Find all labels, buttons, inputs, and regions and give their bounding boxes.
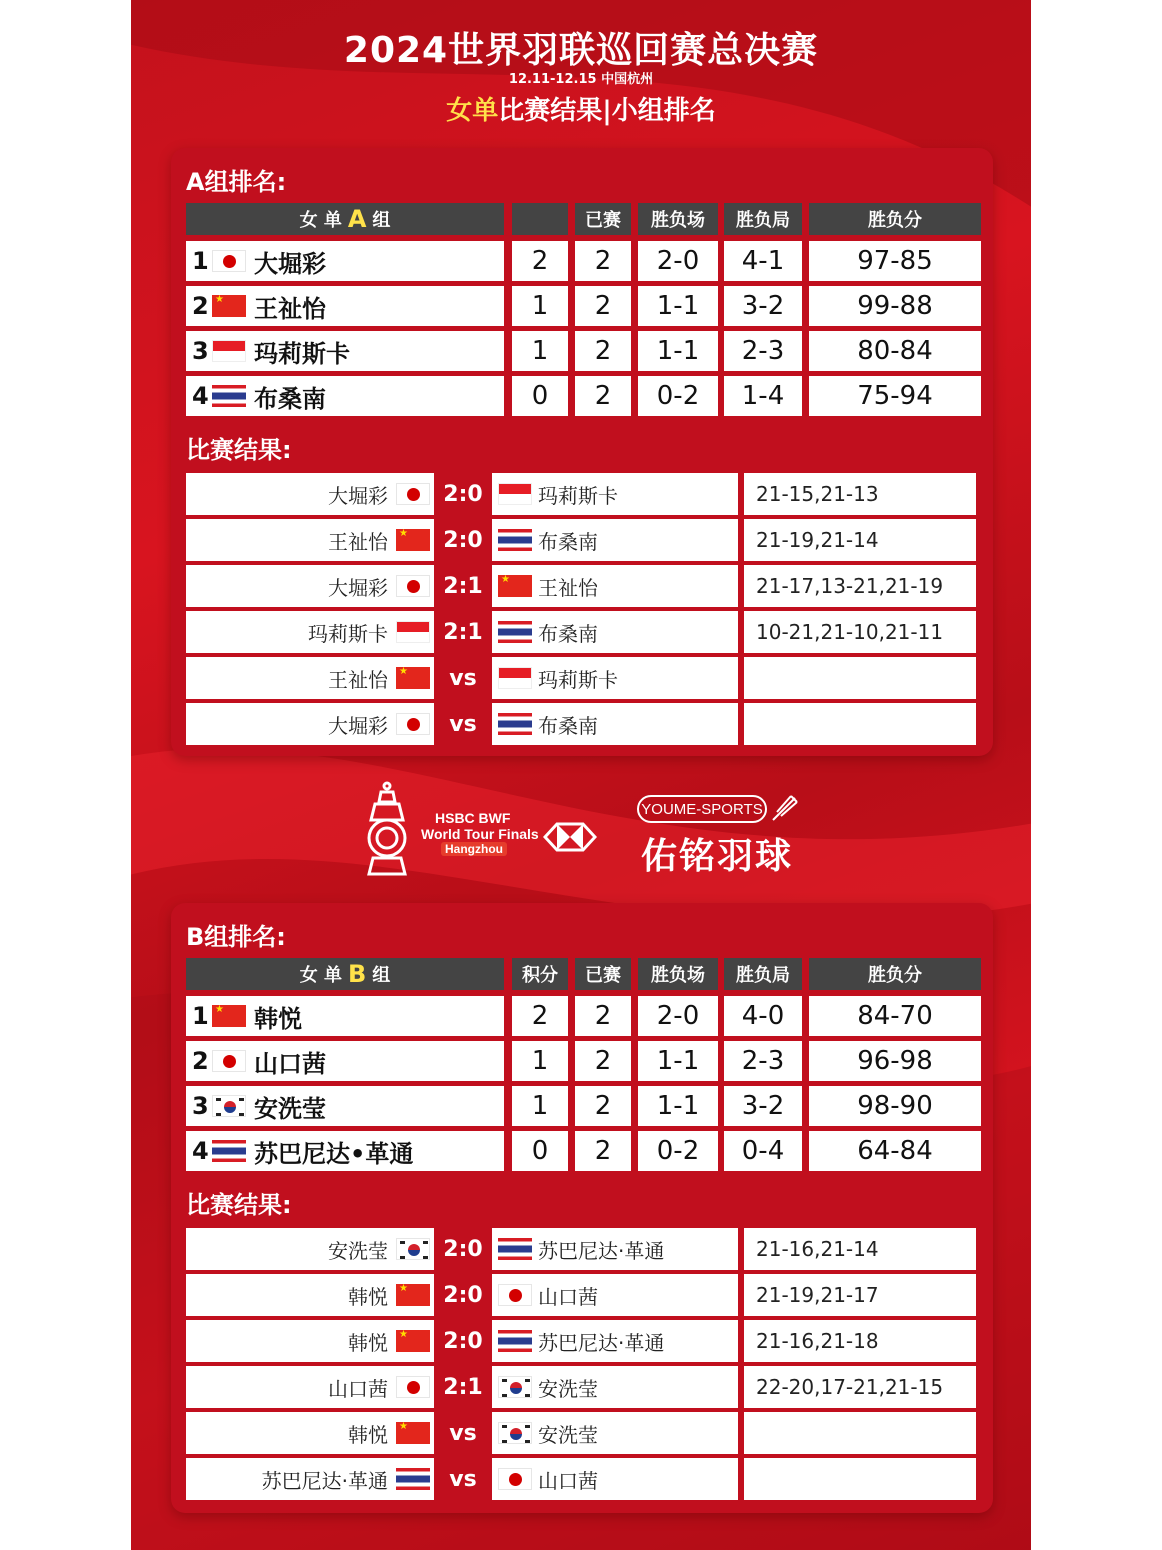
left-player [186, 657, 434, 699]
set-scores: 21-16,21-18 [744, 1320, 976, 1362]
left-player-name: 大堀彩 [328, 483, 388, 508]
header-group [186, 958, 504, 990]
flag-cn-icon [396, 1422, 430, 1444]
right-player [492, 473, 738, 515]
group-b-results-label: 比赛结果: [186, 1191, 292, 1219]
match-score: vs [449, 711, 477, 737]
player-cell [186, 996, 504, 1036]
flag-cn-icon [396, 1284, 430, 1306]
flag-jp-icon [396, 1376, 430, 1398]
header-group-suffix: 组 [372, 210, 391, 231]
set-scores [744, 657, 976, 699]
hsbc-hexagon-icon [543, 822, 597, 852]
set-scores: 10-21,21-10,21-11 [744, 611, 976, 653]
flag-th-icon [396, 1468, 430, 1490]
right-player [492, 1274, 738, 1316]
bwf-logo [359, 780, 599, 880]
left-player [186, 519, 434, 561]
result-row [186, 1458, 981, 1500]
header-group-suffix: 组 [372, 965, 391, 986]
cell-game-wl: 2-3 [724, 331, 802, 371]
subtitle-highlight: 女单 [446, 96, 499, 126]
cell-played: 2 [575, 376, 631, 416]
right-player-name: 山口茜 [538, 1468, 598, 1493]
flag-kr-icon [498, 1376, 532, 1398]
player-cell [186, 1131, 504, 1171]
right-player-name: 安洗莹 [538, 1422, 598, 1447]
cell-point-wl: 96-98 [809, 1041, 981, 1081]
left-player-name: 韩悦 [348, 1422, 388, 1447]
cell-game-wl: 2-3 [724, 1041, 802, 1081]
flag-id-icon [212, 340, 246, 362]
left-player [186, 1458, 434, 1500]
bwf-line3: Hangzhou [441, 842, 507, 856]
match-score: 2:1 [443, 573, 483, 599]
set-scores: 21-15,21-13 [744, 473, 976, 515]
flag-jp-icon [498, 1468, 532, 1490]
result-row [186, 1366, 981, 1408]
standings-row [186, 286, 981, 326]
right-player-name: 王祉怡 [538, 575, 598, 600]
left-player-name: 韩悦 [348, 1284, 388, 1309]
match-score: 2:1 [443, 1374, 483, 1400]
cell-point-wl: 80-84 [809, 331, 981, 371]
match-score: 2:0 [443, 1328, 483, 1354]
cell-point-wl: 75-94 [809, 376, 981, 416]
match-score: vs [449, 665, 477, 691]
cell-point-wl: 97-85 [809, 241, 981, 281]
player-name: 玛莉斯卡 [254, 339, 350, 368]
table-header [186, 958, 981, 998]
result-row [186, 1228, 981, 1270]
result-row [186, 703, 981, 745]
rank-number: 4 [192, 382, 209, 410]
flag-th-icon [498, 1330, 532, 1352]
cell-played: 2 [575, 1131, 631, 1171]
result-row [186, 565, 981, 607]
cell-points: 1 [512, 331, 568, 371]
flag-th-icon [498, 713, 532, 735]
group-a-panel [171, 148, 993, 756]
flag-kr-icon [212, 1095, 246, 1117]
cell-match-wl: 2-0 [638, 996, 718, 1036]
player-cell [186, 286, 504, 326]
rank-number: 3 [192, 337, 209, 365]
right-player [492, 657, 738, 699]
flag-jp-icon [396, 575, 430, 597]
cell-points: 2 [512, 241, 568, 281]
left-player-name: 大堀彩 [328, 713, 388, 738]
set-scores: 21-17,13-21,21-19 [744, 565, 976, 607]
result-row [186, 473, 981, 515]
subtitle-rest: 比赛结果|小组排名 [498, 96, 716, 126]
player-name: 王祉怡 [254, 294, 326, 323]
right-player [492, 703, 738, 745]
cell-played: 2 [575, 996, 631, 1036]
flag-kr-icon [396, 1238, 430, 1260]
header-game-wl: 胜负局 [724, 203, 802, 235]
left-player-name: 王祉怡 [328, 667, 388, 692]
cell-match-wl: 1-1 [638, 286, 718, 326]
right-player-name: 布桑南 [538, 621, 598, 646]
header-group [186, 203, 504, 235]
set-scores: 22-20,17-21,21-15 [744, 1366, 976, 1408]
right-player-name: 玛莉斯卡 [538, 483, 618, 508]
youme-cn-label: 佑铭羽球 [641, 836, 794, 877]
result-row [186, 611, 981, 653]
player-cell [186, 241, 504, 281]
left-player [186, 1228, 434, 1270]
header-group-letter: A [347, 205, 367, 233]
set-scores: 21-16,21-14 [744, 1228, 976, 1270]
left-player-name: 王祉怡 [328, 529, 388, 554]
flag-id-icon [396, 621, 430, 643]
header-played: 已赛 [575, 958, 631, 990]
cell-match-wl: 1-1 [638, 1041, 718, 1081]
cell-game-wl: 3-2 [724, 286, 802, 326]
bwf-line2: World Tour Finals [421, 826, 539, 842]
table-header [186, 203, 981, 243]
right-player-name: 布桑南 [538, 713, 598, 738]
header-group-prefix: 女 单 [299, 965, 342, 986]
rank-number: 2 [192, 292, 209, 320]
player-name: 布桑南 [254, 384, 326, 413]
cell-played: 2 [575, 241, 631, 281]
flag-cn-icon [396, 1330, 430, 1352]
group-a-standings-label: A组排名: [186, 168, 287, 196]
cell-point-wl: 84-70 [809, 996, 981, 1036]
header-game-wl: 胜负局 [724, 958, 802, 990]
result-row [186, 1320, 981, 1362]
right-player-name: 苏巴尼达·革通 [538, 1330, 665, 1355]
rank-number: 1 [192, 247, 209, 275]
match-score: 2:0 [443, 527, 483, 553]
group-b-panel [171, 903, 993, 1513]
match-score: 2:0 [443, 1236, 483, 1262]
left-player [186, 1412, 434, 1454]
match-score: vs [449, 1466, 477, 1492]
cell-played: 2 [575, 1086, 631, 1126]
left-player [186, 703, 434, 745]
trophy-icon [359, 780, 419, 880]
standings-row [186, 331, 981, 371]
rank-number: 1 [192, 1002, 209, 1030]
standings-row [186, 1041, 981, 1081]
flag-jp-icon [212, 250, 246, 272]
header-points: 积分 [512, 958, 568, 990]
left-player-name: 安洗莹 [328, 1238, 388, 1263]
left-player-name: 山口茜 [328, 1376, 388, 1401]
flag-th-icon [498, 529, 532, 551]
cell-point-wl: 98-90 [809, 1086, 981, 1126]
cell-game-wl: 0-4 [724, 1131, 802, 1171]
flag-jp-icon [396, 713, 430, 735]
standings-row [186, 241, 981, 281]
player-cell [186, 1041, 504, 1081]
result-row [186, 519, 981, 561]
flag-th-icon [212, 1140, 246, 1162]
left-player-name: 大堀彩 [328, 575, 388, 600]
rank-number: 3 [192, 1092, 209, 1120]
header-point-wl: 胜负分 [809, 958, 981, 990]
right-player [492, 1412, 738, 1454]
flag-jp-icon [396, 483, 430, 505]
cell-points: 0 [512, 1131, 568, 1171]
page-subtitle [131, 90, 1031, 127]
cell-game-wl: 4-0 [724, 996, 802, 1036]
cell-points: 1 [512, 1086, 568, 1126]
date-location: 12.11-12.15 中国杭州 [508, 72, 654, 87]
right-player-name: 山口茜 [538, 1284, 598, 1309]
result-row [186, 1274, 981, 1316]
cell-points: 2 [512, 996, 568, 1036]
right-player [492, 611, 738, 653]
right-player [492, 1228, 738, 1270]
cell-match-wl: 0-2 [638, 1131, 718, 1171]
left-player-name: 苏巴尼达·革通 [261, 1468, 388, 1493]
flag-cn-icon [212, 295, 246, 317]
group-b-standings-label: B组排名: [186, 923, 286, 951]
flag-kr-icon [498, 1422, 532, 1444]
player-name: 山口茜 [254, 1049, 326, 1078]
player-name: 苏巴尼达•革通 [254, 1139, 414, 1168]
cell-points: 1 [512, 286, 568, 326]
result-row [186, 657, 981, 699]
flag-th-icon [212, 385, 246, 407]
flag-cn-icon [396, 667, 430, 689]
player-name: 安洗莹 [254, 1094, 326, 1123]
left-player-name: 玛莉斯卡 [308, 621, 388, 646]
cell-match-wl: 0-2 [638, 376, 718, 416]
poster [131, 0, 1031, 1550]
left-player [186, 1366, 434, 1408]
left-player [186, 565, 434, 607]
set-scores [744, 1458, 976, 1500]
flag-th-icon [498, 1238, 532, 1260]
header-group-prefix: 女 单 [299, 210, 342, 231]
header-match-wl: 胜负场 [638, 203, 718, 235]
match-score: vs [449, 1420, 477, 1446]
header-group-letter: B [347, 960, 367, 988]
cell-game-wl: 1-4 [724, 376, 802, 416]
cell-points: 0 [512, 376, 568, 416]
cell-played: 2 [575, 286, 631, 326]
standings-row [186, 1086, 981, 1126]
flag-jp-icon [212, 1050, 246, 1072]
bwf-line1: HSBC BWF [435, 810, 511, 826]
cell-point-wl: 64-84 [809, 1131, 981, 1171]
right-player [492, 1320, 738, 1362]
cell-point-wl: 99-88 [809, 286, 981, 326]
youme-sports-logo [631, 790, 801, 880]
left-player [186, 1320, 434, 1362]
flag-cn-icon [212, 1005, 246, 1027]
header-point-wl: 胜负分 [809, 203, 981, 235]
cell-match-wl: 2-0 [638, 241, 718, 281]
standings-row [186, 376, 981, 416]
set-scores: 21-19,21-17 [744, 1274, 976, 1316]
rank-number: 4 [192, 1137, 209, 1165]
flag-cn-icon [396, 529, 430, 551]
cell-game-wl: 4-1 [724, 241, 802, 281]
flag-id-icon [498, 483, 532, 505]
right-player [492, 565, 738, 607]
cell-match-wl: 1-1 [638, 331, 718, 371]
right-player [492, 1366, 738, 1408]
right-player [492, 1458, 738, 1500]
right-player-name: 布桑南 [538, 529, 598, 554]
player-cell [186, 331, 504, 371]
header-played: 已赛 [575, 203, 631, 235]
set-scores: 21-19,21-14 [744, 519, 976, 561]
left-player [186, 473, 434, 515]
set-scores [744, 703, 976, 745]
cell-played: 2 [575, 1041, 631, 1081]
match-score: 2:0 [443, 481, 483, 507]
flag-cn-icon [498, 575, 532, 597]
flag-th-icon [498, 621, 532, 643]
cell-points: 1 [512, 1041, 568, 1081]
player-name: 大堀彩 [254, 249, 326, 278]
right-player-name: 安洗莹 [538, 1376, 598, 1401]
left-player-name: 韩悦 [348, 1330, 388, 1355]
cell-played: 2 [575, 331, 631, 371]
result-row [186, 1412, 981, 1454]
flag-id-icon [498, 667, 532, 689]
page-title: 2024世界羽联巡回赛总决赛 [343, 30, 819, 71]
standings-row [186, 1131, 981, 1171]
header-match-wl: 胜负场 [638, 958, 718, 990]
player-cell [186, 1086, 504, 1126]
player-cell [186, 376, 504, 416]
group-a-results-label: 比赛结果: [186, 436, 292, 464]
player-name: 韩悦 [254, 1004, 302, 1033]
set-scores [744, 1412, 976, 1454]
cell-match-wl: 1-1 [638, 1086, 718, 1126]
right-player-name: 苏巴尼达·革通 [538, 1238, 665, 1263]
cell-game-wl: 3-2 [724, 1086, 802, 1126]
match-score: 2:1 [443, 619, 483, 645]
flag-jp-icon [498, 1284, 532, 1306]
right-player [492, 519, 738, 561]
youme-en-label: YOUME-SPORTS [637, 795, 767, 823]
header-points [512, 203, 568, 235]
right-player-name: 玛莉斯卡 [538, 667, 618, 692]
match-score: 2:0 [443, 1282, 483, 1308]
rank-number: 2 [192, 1047, 209, 1075]
standings-row [186, 996, 981, 1036]
shuttlecock-icon [769, 794, 799, 824]
left-player [186, 611, 434, 653]
left-player [186, 1274, 434, 1316]
